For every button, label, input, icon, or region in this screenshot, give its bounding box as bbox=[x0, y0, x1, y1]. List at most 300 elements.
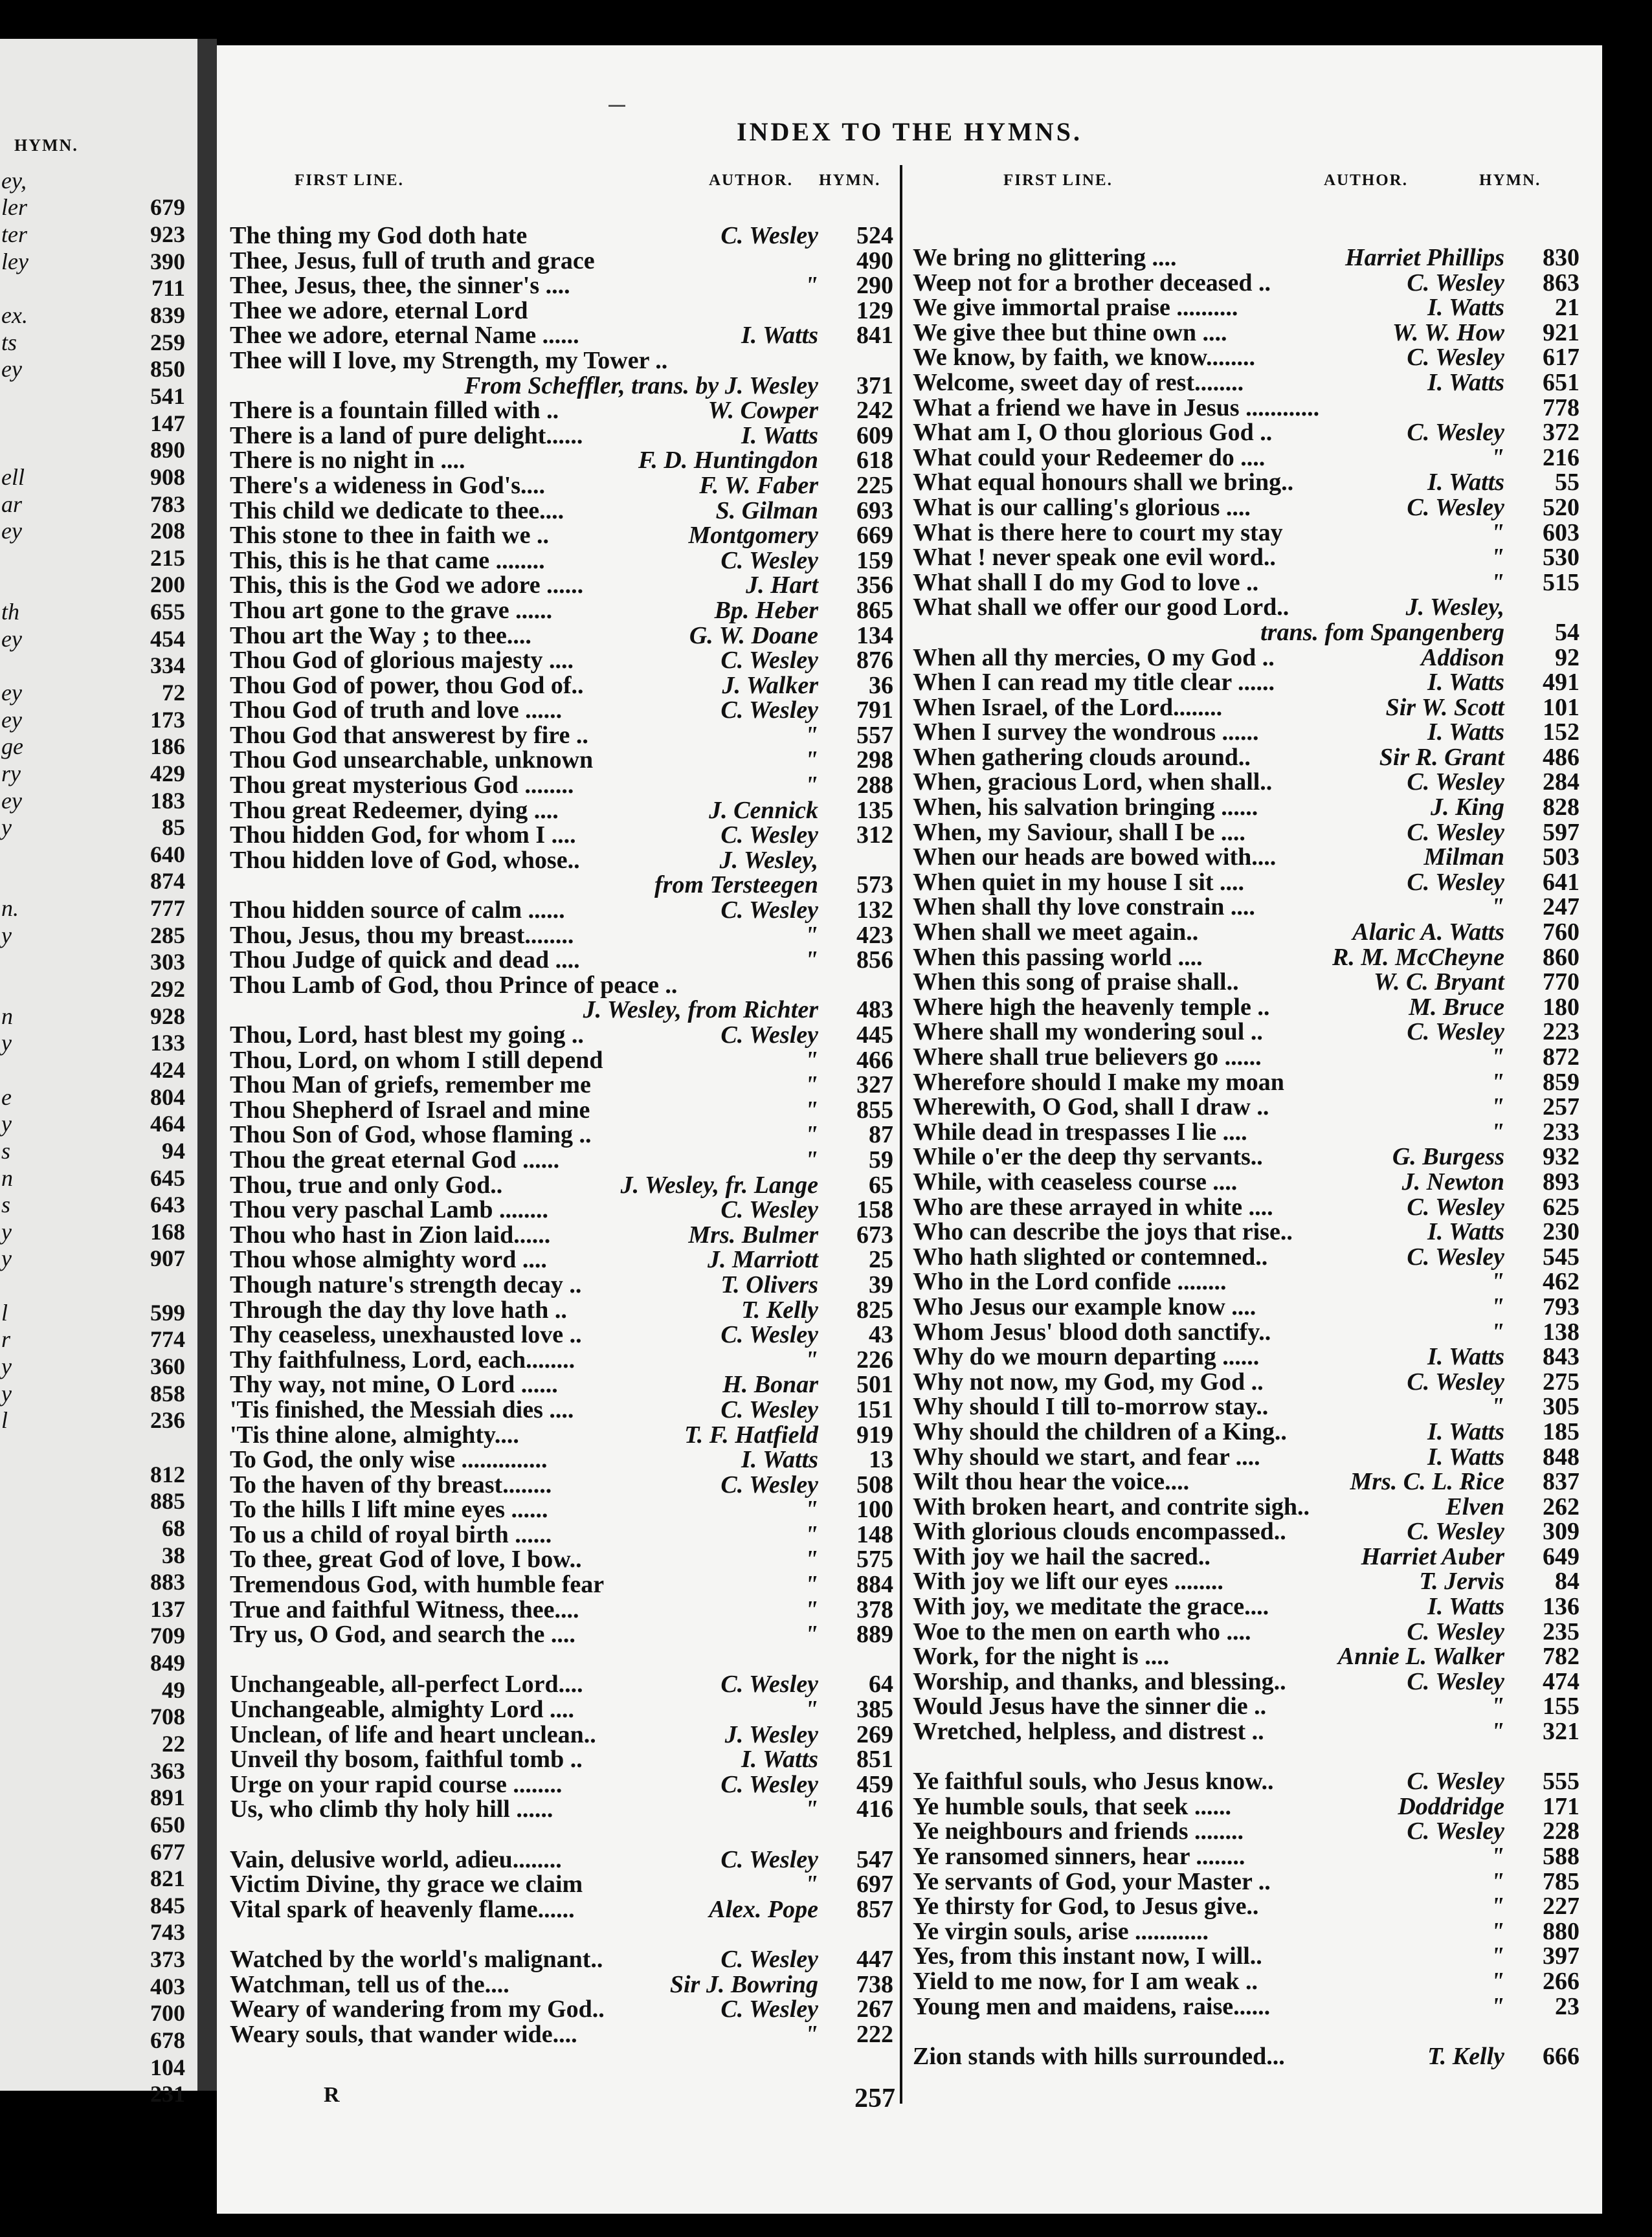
first-line: Thou God of power, thou God of.. bbox=[230, 671, 584, 699]
first-line: What is there here to court my stay bbox=[913, 518, 1283, 546]
author: C. Wesley bbox=[1407, 493, 1504, 521]
hymn-number: 54 bbox=[1555, 618, 1579, 646]
hymn-number: 55 bbox=[1555, 469, 1579, 496]
first-line: Unveil thy bosom, faithful tomb .. bbox=[230, 1746, 583, 1774]
index-entry bbox=[913, 643, 1579, 669]
edge-hymn-number: 429 bbox=[150, 760, 185, 786]
index-entry bbox=[913, 1342, 1579, 1371]
index-entry bbox=[230, 1171, 893, 1199]
author: Addison bbox=[1421, 643, 1504, 671]
edge-row bbox=[0, 1973, 185, 2000]
first-line: While o'er the deep thy servants.. bbox=[913, 1143, 1263, 1171]
index-entry bbox=[230, 1745, 893, 1774]
edge-row bbox=[0, 1892, 185, 1919]
index-entry bbox=[230, 346, 893, 372]
edge-author-fragment: n bbox=[1, 1003, 13, 1029]
edge-hymn-number: 700 bbox=[150, 2000, 185, 2027]
edge-hymn-number: 709 bbox=[150, 1623, 185, 1649]
hymn-number: 860 bbox=[1543, 943, 1579, 971]
first-line: Unchangeable, all-perfect Lord.... bbox=[230, 1671, 583, 1698]
author: Annie L. Walker bbox=[1337, 1643, 1504, 1671]
first-line: Woe to the men on earth who .... bbox=[913, 1618, 1251, 1645]
first-line: There's a wideness in God's.... bbox=[230, 471, 546, 499]
first-line: When our heads are bowed with.... bbox=[913, 843, 1277, 871]
index-entry bbox=[230, 1146, 893, 1174]
author: " bbox=[1490, 1043, 1504, 1071]
edge-hymn-number: 208 bbox=[150, 518, 185, 544]
index-entry bbox=[230, 596, 893, 624]
edge-author-fragment: y bbox=[1, 1380, 12, 1407]
signature-mark: R bbox=[324, 2083, 340, 2107]
author: Alaric A. Watts bbox=[1352, 918, 1504, 946]
author: C. Wesley bbox=[1407, 344, 1504, 372]
hymn-number: 226 bbox=[856, 1346, 893, 1374]
author: T. Jervis bbox=[1419, 1568, 1504, 1596]
author: J. Wesley, bbox=[719, 846, 818, 874]
first-line: Thee we adore, eternal Lord bbox=[230, 296, 528, 324]
first-line: Thee will I love, my Strength, my Tower .. bbox=[230, 346, 668, 374]
edge-author-fragment: ley bbox=[1, 248, 28, 274]
author: " bbox=[1490, 1693, 1504, 1720]
author: Harriet Auber bbox=[1361, 1542, 1504, 1570]
index-entry bbox=[230, 721, 893, 749]
edge-author-fragment: ey bbox=[1, 706, 22, 733]
edge-row bbox=[0, 1946, 185, 1973]
index-entry bbox=[230, 421, 893, 447]
index-entry bbox=[913, 793, 1579, 821]
author: T. Olivers bbox=[720, 1271, 818, 1298]
first-line: Why do we mourn departing ...... bbox=[913, 1343, 1260, 1371]
first-line: Thou hidden love of God, whose.. bbox=[230, 846, 580, 874]
col-header-author-right: AUTHOR. bbox=[1324, 172, 1408, 189]
edge-row bbox=[0, 706, 185, 733]
hymn-number: 155 bbox=[1543, 1693, 1579, 1720]
first-line: Who in the Lord confide ........ bbox=[913, 1268, 1227, 1296]
index-entry bbox=[230, 496, 893, 522]
hymn-number: 227 bbox=[1543, 1893, 1579, 1920]
index-entry bbox=[230, 1495, 893, 1524]
edge-author-fragment: ey bbox=[1, 680, 22, 706]
edge-row bbox=[0, 1218, 185, 1245]
hymn-number: 828 bbox=[1543, 794, 1579, 821]
index-entry bbox=[913, 1992, 1579, 2018]
index-entry bbox=[230, 1695, 893, 1724]
edge-row bbox=[0, 1568, 185, 1596]
edge-hymn-number: 373 bbox=[150, 1946, 185, 1973]
edge-author-fragment: s bbox=[1, 1192, 11, 1218]
edge-hymn-number: 650 bbox=[150, 1811, 185, 1838]
edge-row bbox=[0, 1110, 185, 1137]
edge-row bbox=[0, 814, 185, 841]
section-gap bbox=[913, 2017, 1579, 2042]
author: C. Wesley bbox=[1407, 818, 1504, 846]
hymn-number: 673 bbox=[856, 1221, 893, 1249]
edge-author-fragment: y bbox=[1, 1111, 12, 1137]
author: " bbox=[804, 746, 818, 774]
index-entry bbox=[230, 271, 893, 300]
hymn-number: 180 bbox=[1543, 993, 1579, 1021]
edge-row bbox=[0, 1784, 185, 1811]
author: I. Watts bbox=[1427, 368, 1504, 396]
edge-hymn-number: 923 bbox=[150, 221, 185, 248]
first-line: Wretched, helpless, and distrest .. bbox=[913, 1718, 1264, 1746]
hymn-number: 791 bbox=[856, 696, 893, 724]
edge-hymn-number: 137 bbox=[150, 1596, 185, 1622]
author: " bbox=[804, 1696, 818, 1724]
hymn-number: 770 bbox=[1543, 968, 1579, 996]
index-entry bbox=[913, 593, 1579, 621]
index-entry bbox=[230, 546, 893, 572]
author: Mrs. Bulmer bbox=[688, 1221, 818, 1249]
author: C. Wesley bbox=[720, 696, 818, 724]
author: J. Wesley, bbox=[1405, 594, 1504, 621]
edge-row bbox=[0, 275, 185, 302]
edge-row bbox=[0, 491, 185, 518]
first-line: Watchman, tell us of the.... bbox=[230, 1970, 509, 1998]
hymn-number: 223 bbox=[1543, 1018, 1579, 1046]
edge-hymn-number: 643 bbox=[150, 1192, 185, 1218]
section-gap bbox=[913, 1742, 1579, 1768]
author: " bbox=[804, 1796, 818, 1823]
edge-hymn-number: 424 bbox=[150, 1056, 185, 1083]
author: " bbox=[804, 721, 818, 749]
index-entry bbox=[230, 1196, 893, 1224]
author: C. Wesley bbox=[1407, 1368, 1504, 1396]
index-entry bbox=[913, 693, 1579, 721]
edge-hymn-number: 804 bbox=[150, 1084, 185, 1110]
author: I. Watts bbox=[741, 421, 818, 449]
edge-row bbox=[0, 1542, 185, 1569]
author: J. Marriott bbox=[707, 1246, 818, 1274]
author: " bbox=[1490, 1293, 1504, 1320]
section-gap bbox=[230, 1920, 893, 1945]
edge-hymn-number: 334 bbox=[150, 652, 185, 679]
edge-author-fragment: ge bbox=[1, 733, 23, 760]
hymn-number: 625 bbox=[1543, 1193, 1579, 1221]
first-line: Thou God unsearchable, unknown bbox=[230, 746, 594, 774]
index-entry bbox=[913, 1917, 1579, 1945]
author: J. Hart bbox=[746, 572, 818, 599]
first-line: Whom Jesus' blood doth sanctify.. bbox=[913, 1318, 1271, 1346]
first-line: This, this is he that came ........ bbox=[230, 546, 545, 574]
index-entry bbox=[913, 1892, 1579, 1920]
first-line: When I survey the wondrous ...... bbox=[913, 718, 1259, 746]
printer-mark bbox=[608, 105, 625, 107]
edge-hymn-number: 133 bbox=[150, 1030, 185, 1056]
hymn-number: 520 bbox=[1543, 493, 1579, 521]
author: " bbox=[1490, 1843, 1504, 1870]
index-entry bbox=[230, 1970, 893, 1996]
hymn-number: 138 bbox=[1543, 1318, 1579, 1346]
edge-author-fragment: ey bbox=[1, 787, 22, 814]
author: C. Wesley bbox=[1407, 1667, 1504, 1695]
hymn-number: 185 bbox=[1543, 1418, 1579, 1445]
author: " bbox=[1490, 1967, 1504, 1995]
hymn-number: 13 bbox=[869, 1446, 893, 1474]
author: I. Watts bbox=[1427, 718, 1504, 746]
author: " bbox=[1490, 518, 1504, 546]
edge-row bbox=[0, 1730, 185, 1757]
first-line: When all thy mercies, O my God .. bbox=[913, 643, 1275, 671]
index-entry bbox=[913, 1618, 1579, 1643]
hymn-number: 25 bbox=[869, 1246, 893, 1274]
author: C. Wesley bbox=[1407, 1818, 1504, 1845]
hymn-number: 462 bbox=[1543, 1268, 1579, 1296]
col-header-hymn-right: HYMN. bbox=[1479, 172, 1541, 189]
first-line: What shall I do my God to love .. bbox=[913, 568, 1259, 596]
first-line: Thou art gone to the grave ...... bbox=[230, 596, 553, 624]
index-entry bbox=[913, 468, 1579, 496]
index-entry bbox=[913, 1592, 1579, 1621]
hymn-number: 290 bbox=[856, 272, 893, 300]
edge-author-fragment: n bbox=[1, 1164, 13, 1191]
first-line: Thou, Lord, on whom I still depend bbox=[230, 1046, 603, 1074]
author: I. Watts bbox=[741, 322, 818, 350]
hymn-number: 778 bbox=[1543, 394, 1579, 421]
index-entry bbox=[230, 1120, 893, 1149]
first-line: Thou Son of God, whose flaming .. bbox=[230, 1121, 592, 1149]
author: J. Newton bbox=[1401, 1168, 1504, 1196]
hymn-number: 416 bbox=[856, 1796, 893, 1823]
hymn-number: 327 bbox=[856, 1071, 893, 1099]
index-entry bbox=[913, 1018, 1579, 1046]
previous-page-edge bbox=[0, 39, 197, 2108]
author: " bbox=[804, 1546, 818, 1574]
edge-row bbox=[0, 355, 185, 383]
hymn-number: 309 bbox=[1543, 1518, 1579, 1546]
book-gutter bbox=[197, 39, 217, 2091]
hymn-number: 132 bbox=[856, 896, 893, 924]
hymn-number: 603 bbox=[1543, 518, 1579, 546]
first-line: Yield to me now, for I am weak .. bbox=[913, 1967, 1258, 1995]
hymn-number: 101 bbox=[1543, 693, 1579, 721]
first-line: When shall we meet again.. bbox=[913, 918, 1199, 946]
author: C. Wesley bbox=[720, 1471, 818, 1498]
author: " bbox=[804, 772, 818, 799]
index-entry bbox=[913, 1267, 1579, 1296]
author: I. Watts bbox=[1427, 1593, 1504, 1621]
edge-row bbox=[0, 1515, 185, 1542]
edge-hymn-number: 858 bbox=[150, 1380, 185, 1407]
hymn-number: 793 bbox=[1543, 1293, 1579, 1320]
author: C. Wesley bbox=[720, 647, 818, 674]
first-line: Thy ceaseless, unexhausted love .. bbox=[230, 1321, 582, 1349]
hymn-number: 288 bbox=[856, 772, 893, 799]
first-line: Would Jesus have the sinner die .. bbox=[913, 1693, 1267, 1720]
first-line: What equal honours shall we bring.. bbox=[913, 469, 1294, 496]
first-line: What is our calling's glorious .... bbox=[913, 493, 1251, 521]
hymn-number: 856 bbox=[856, 946, 893, 974]
hymn-number: 880 bbox=[1543, 1917, 1579, 1945]
edge-author-fragment: r bbox=[1, 1326, 11, 1353]
index-entry bbox=[913, 768, 1579, 796]
author: W. C. Bryant bbox=[1373, 968, 1504, 996]
author: C. Wesley bbox=[720, 1845, 818, 1873]
edge-row bbox=[0, 2054, 185, 2081]
first-line: Thou art the Way ; to thee.... bbox=[230, 621, 531, 649]
first-line: While, with ceaseless course .... bbox=[913, 1168, 1238, 1196]
first-line: With broken heart, and contrite sigh.. bbox=[913, 1493, 1310, 1520]
edge-hymn-number: 464 bbox=[150, 1111, 185, 1137]
index-entry bbox=[913, 1392, 1579, 1421]
hymn-number: 36 bbox=[869, 671, 893, 699]
edge-row bbox=[0, 572, 185, 599]
index-entry bbox=[913, 743, 1579, 771]
col-header-first-line: FIRST LINE. bbox=[295, 172, 404, 189]
hymn-number: 23 bbox=[1555, 1992, 1579, 2020]
index-entry bbox=[913, 1542, 1579, 1568]
hymn-number: 491 bbox=[1543, 669, 1579, 696]
first-line: When shall thy love constrain .... bbox=[913, 893, 1255, 921]
first-line: Thou great Redeemer, dying .... bbox=[230, 796, 559, 824]
hymn-number: 92 bbox=[1555, 643, 1579, 671]
edge-hymn-number: 599 bbox=[150, 1299, 185, 1326]
first-line: Who are these arrayed in white .... bbox=[913, 1193, 1273, 1221]
edge-row bbox=[0, 410, 185, 437]
hymn-number: 555 bbox=[1543, 1768, 1579, 1796]
author: trans. fom Spangenberg bbox=[1260, 618, 1504, 646]
index-entry bbox=[913, 1068, 1579, 1096]
edge-author-fragment: y bbox=[1, 814, 12, 841]
edge-hymn-number: 640 bbox=[150, 841, 185, 867]
first-line: Thou Man of griefs, remember me bbox=[230, 1071, 591, 1099]
hymn-number: 298 bbox=[856, 746, 893, 774]
edge-hymn-number: 303 bbox=[150, 949, 185, 975]
author: " bbox=[804, 921, 818, 949]
edge-author-fragment: ar bbox=[1, 491, 23, 517]
author: " bbox=[1490, 1118, 1504, 1146]
first-line: Thou great mysterious God ........ bbox=[230, 772, 574, 799]
author: C. Wesley bbox=[720, 1945, 818, 1973]
previous-page-column bbox=[0, 167, 185, 2108]
first-line: Thou God of glorious majesty .... bbox=[230, 647, 574, 674]
edge-author-fragment: ry bbox=[1, 760, 21, 786]
first-line: This stone to thee in faith we .. bbox=[230, 522, 549, 550]
first-line: This child we dedicate to thee.... bbox=[230, 496, 564, 524]
index-entry bbox=[230, 1370, 893, 1399]
hymn-number: 651 bbox=[1543, 368, 1579, 396]
edge-author-fragment: l bbox=[1, 1407, 8, 1434]
index-entry bbox=[913, 1168, 1579, 1196]
first-line: When, gracious Lord, when shall.. bbox=[913, 768, 1273, 796]
first-line: Unclean, of life and heart unclean.. bbox=[230, 1720, 596, 1748]
first-line: Worship, and thanks, and blessing.. bbox=[913, 1667, 1286, 1695]
edge-hymn-number: 236 bbox=[150, 1407, 185, 1434]
index-entry bbox=[230, 696, 893, 724]
edge-hymn-number: 743 bbox=[150, 1919, 185, 1946]
author: C. Wesley bbox=[1407, 1018, 1504, 1046]
index-entry bbox=[230, 1346, 893, 1374]
hymn-number: 159 bbox=[856, 546, 893, 574]
edge-row bbox=[0, 1487, 185, 1515]
index-entry bbox=[913, 993, 1579, 1021]
hymn-number: 609 bbox=[856, 421, 893, 449]
edge-author-fragment: n. bbox=[1, 895, 19, 922]
first-line: Ye servants of God, your Master .. bbox=[913, 1867, 1271, 1895]
author: Montgomery bbox=[688, 522, 818, 550]
hymn-number: 830 bbox=[1543, 244, 1579, 271]
edge-row bbox=[0, 1811, 185, 1838]
edge-hymn-number: 403 bbox=[150, 1973, 185, 1999]
first-line: When quiet in my house I sit .... bbox=[913, 868, 1245, 896]
edge-author-fragment: ter bbox=[1, 221, 27, 248]
index-entry bbox=[913, 1767, 1579, 1796]
index-entry bbox=[230, 646, 893, 674]
author: Bp. Heber bbox=[714, 596, 818, 624]
hymn-number: 863 bbox=[1543, 269, 1579, 296]
author: T. F. Hatfield bbox=[684, 1421, 818, 1449]
hymn-number: 100 bbox=[856, 1496, 893, 1524]
first-line: What a friend we have in Jesus ............ bbox=[913, 394, 1320, 421]
index-entry bbox=[913, 1443, 1579, 1471]
index-entry bbox=[913, 1193, 1579, 1221]
hymn-number: 372 bbox=[1543, 419, 1579, 447]
hymn-number: 356 bbox=[856, 572, 893, 599]
index-entry bbox=[230, 1870, 893, 1898]
edge-row bbox=[0, 2080, 185, 2108]
first-line: When, my Saviour, shall I be .... bbox=[913, 818, 1245, 846]
index-entry bbox=[230, 1096, 893, 1124]
index-entry bbox=[230, 871, 893, 899]
index-entry bbox=[230, 1845, 893, 1871]
edge-row bbox=[0, 760, 185, 787]
hymn-number: 545 bbox=[1543, 1243, 1579, 1271]
edge-author-fragment: y bbox=[1, 1218, 12, 1245]
index-entry bbox=[913, 2042, 1579, 2070]
author: I. Watts bbox=[741, 1446, 818, 1474]
hymn-number: 216 bbox=[1543, 443, 1579, 471]
index-entry bbox=[230, 1520, 893, 1546]
index-entry bbox=[230, 846, 893, 874]
hymn-number: 893 bbox=[1543, 1168, 1579, 1196]
edge-hymn-number: 774 bbox=[150, 1326, 185, 1353]
index-entry bbox=[913, 568, 1579, 594]
index-entry bbox=[230, 1545, 893, 1574]
hymn-number: 466 bbox=[856, 1046, 893, 1074]
edge-row bbox=[0, 868, 185, 895]
author: I. Watts bbox=[1427, 469, 1504, 496]
hymn-number: 575 bbox=[856, 1546, 893, 1574]
first-line: Ye humble souls, that seek ...... bbox=[913, 1792, 1231, 1820]
index-entry bbox=[230, 621, 893, 647]
author: Elven bbox=[1446, 1493, 1504, 1520]
first-line: Thou the great eternal God ...... bbox=[230, 1146, 560, 1174]
hymn-number: 872 bbox=[1543, 1043, 1579, 1071]
hymn-number: 151 bbox=[856, 1396, 893, 1423]
first-line: 'Tis finished, the Messiah dies .... bbox=[230, 1396, 574, 1423]
hymn-number: 649 bbox=[1543, 1542, 1579, 1570]
hymn-number: 597 bbox=[1543, 818, 1579, 846]
edge-hymn-number: 186 bbox=[150, 733, 185, 760]
author: C. Wesley bbox=[720, 222, 818, 249]
edge-row bbox=[0, 1676, 185, 1704]
author: " bbox=[804, 1346, 818, 1374]
index-entry bbox=[913, 1517, 1579, 1546]
first-line: 'Tis thine alone, almighty.... bbox=[230, 1421, 519, 1449]
column-divider bbox=[900, 165, 902, 2104]
author: G. Burgess bbox=[1392, 1143, 1504, 1171]
hymn-number: 557 bbox=[856, 721, 893, 749]
first-line: When, his salvation bringing ...... bbox=[913, 794, 1258, 821]
author: Sir J. Bowring bbox=[669, 1970, 818, 1998]
index-entry bbox=[230, 796, 893, 824]
index-entry bbox=[913, 368, 1579, 394]
author: R. M. McCheyne bbox=[1332, 943, 1504, 971]
hymn-number: 693 bbox=[856, 496, 893, 524]
index-entry bbox=[230, 1471, 893, 1496]
author: " bbox=[804, 1596, 818, 1623]
first-line: With glorious clouds encompassed.. bbox=[913, 1518, 1286, 1546]
